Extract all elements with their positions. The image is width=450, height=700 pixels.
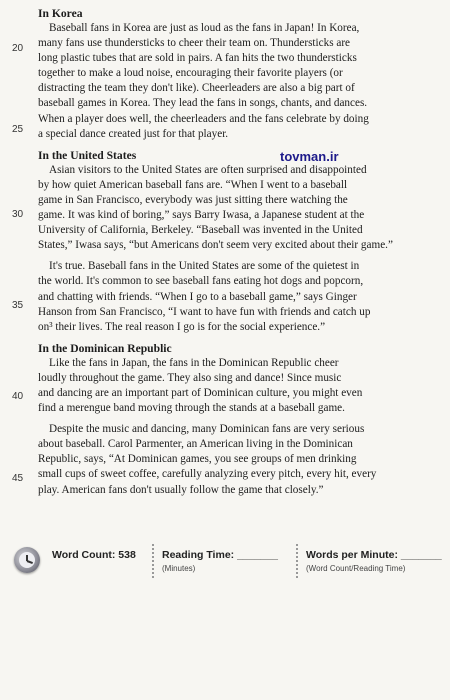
section-dominican-republic [38, 341, 446, 498]
paragraph [38, 422, 446, 497]
text-line: Baseball fans in Korea are just as loud as the fans in Japan! In Korea, [49, 22, 360, 34]
line-number: 35 [12, 300, 24, 311]
text-line: on³ their lives. The real reason I go is for the social experience.” [38, 320, 326, 333]
text-line: distracting the team they don't like). Cheerleaders are also a big part of [38, 82, 355, 95]
paragraph [38, 21, 446, 142]
text-line: It's true. Baseball fans in the United States are some of the quietest in [49, 260, 360, 273]
text-line: loudly throughout the game. They also sing and dance! Since music [38, 371, 342, 384]
text-line: together to make a loud noise, encouraging their favorite players (or [38, 67, 343, 80]
divider [152, 544, 154, 578]
text-line: by how quiet American baseball fans are. “When I went to a baseball [38, 178, 348, 191]
text-line: Hanson from San Francisco, “I want to have fun with friends and catch up [38, 305, 371, 318]
line-number: 25 [12, 124, 24, 135]
text-line: long plastic tubes that are sold in pairs. A fan hits the two thundersticks [38, 52, 357, 65]
text-line: game. It was kind of boring,” says Barry Iwasa, a Japanese student at the [38, 209, 365, 222]
text-line: the world. It's common to see baseball fans eating hot dogs and popcorn, [38, 275, 364, 288]
paragraph [38, 356, 446, 416]
text-line: and dancing are an important part of Dominican culture, you might even [38, 386, 363, 399]
words-per-minute-field[interactable]: Words per Minute: _______ [306, 549, 442, 561]
text-line: small cups of sweet coffee, carefully analyzing every pitch, every hit, every [38, 468, 377, 481]
line-number: 45 [12, 473, 24, 484]
section-united-states [38, 148, 446, 335]
watermark: tovman.ir [280, 149, 339, 164]
section-korea [38, 6, 446, 142]
text-line: many fans use thundersticks to cheer their team on. Thundersticks are [38, 37, 351, 50]
line-number: 30 [12, 209, 24, 220]
line-number: 20 [12, 43, 24, 54]
text-line: find a merengue band moving through the stands at a baseball game. [38, 402, 345, 415]
section-heading: In the United States [38, 148, 137, 162]
word-count: Word Count: 538 [52, 549, 136, 561]
words-per-minute-formula: (Word Count/Reading Time) [306, 564, 406, 573]
text-line: Republic, says, “At Dominican games, you see groups of men drinking [38, 453, 357, 466]
text-line: play. American fans don't usually follow the game that closely.” [38, 483, 324, 496]
reading-stats-footer [0, 540, 450, 590]
text-line: about baseball. Carol Parmenter, an American living in the Dominican [38, 438, 353, 451]
reading-text [38, 6, 446, 504]
stopwatch-icon [14, 547, 40, 573]
section-heading: In Korea [38, 7, 83, 20]
reading-time-unit: (Minutes) [162, 564, 196, 573]
divider [296, 544, 298, 578]
text-line: baseball games in Korea. They lead the fans in songs, chants, and dances. [38, 97, 368, 110]
text-line: When a player does well, the cheerleaders and the fans celebrate by doing [38, 112, 369, 125]
text-line: a special dance created just for that player. [38, 127, 229, 140]
text-line: Like the fans in Japan, the fans in the Dominican Republic cheer [49, 356, 339, 369]
text-line: and chatting with friends. “When I go to a baseball game,” says Ginger [38, 290, 357, 303]
text-line: Asian visitors to the United States are often surprised and disappointed [49, 163, 367, 176]
reading-time-field[interactable]: Reading Time: _______ [162, 549, 278, 561]
paragraph [38, 163, 446, 254]
text-line: University of California, Berkeley. “Baseball was invented in the United [38, 224, 363, 237]
paragraph [38, 259, 446, 334]
text-line: Despite the music and dancing, many Dominican fans are very serious [49, 423, 365, 436]
text-line: game in San Francisco, everybody was just sitting there watching the [38, 193, 348, 206]
text-line: States,” Iwasa says, “but Americans don't seem very excited about their game.” [38, 239, 393, 252]
section-heading: In the Dominican Republic [38, 341, 172, 355]
line-number: 40 [12, 391, 24, 402]
